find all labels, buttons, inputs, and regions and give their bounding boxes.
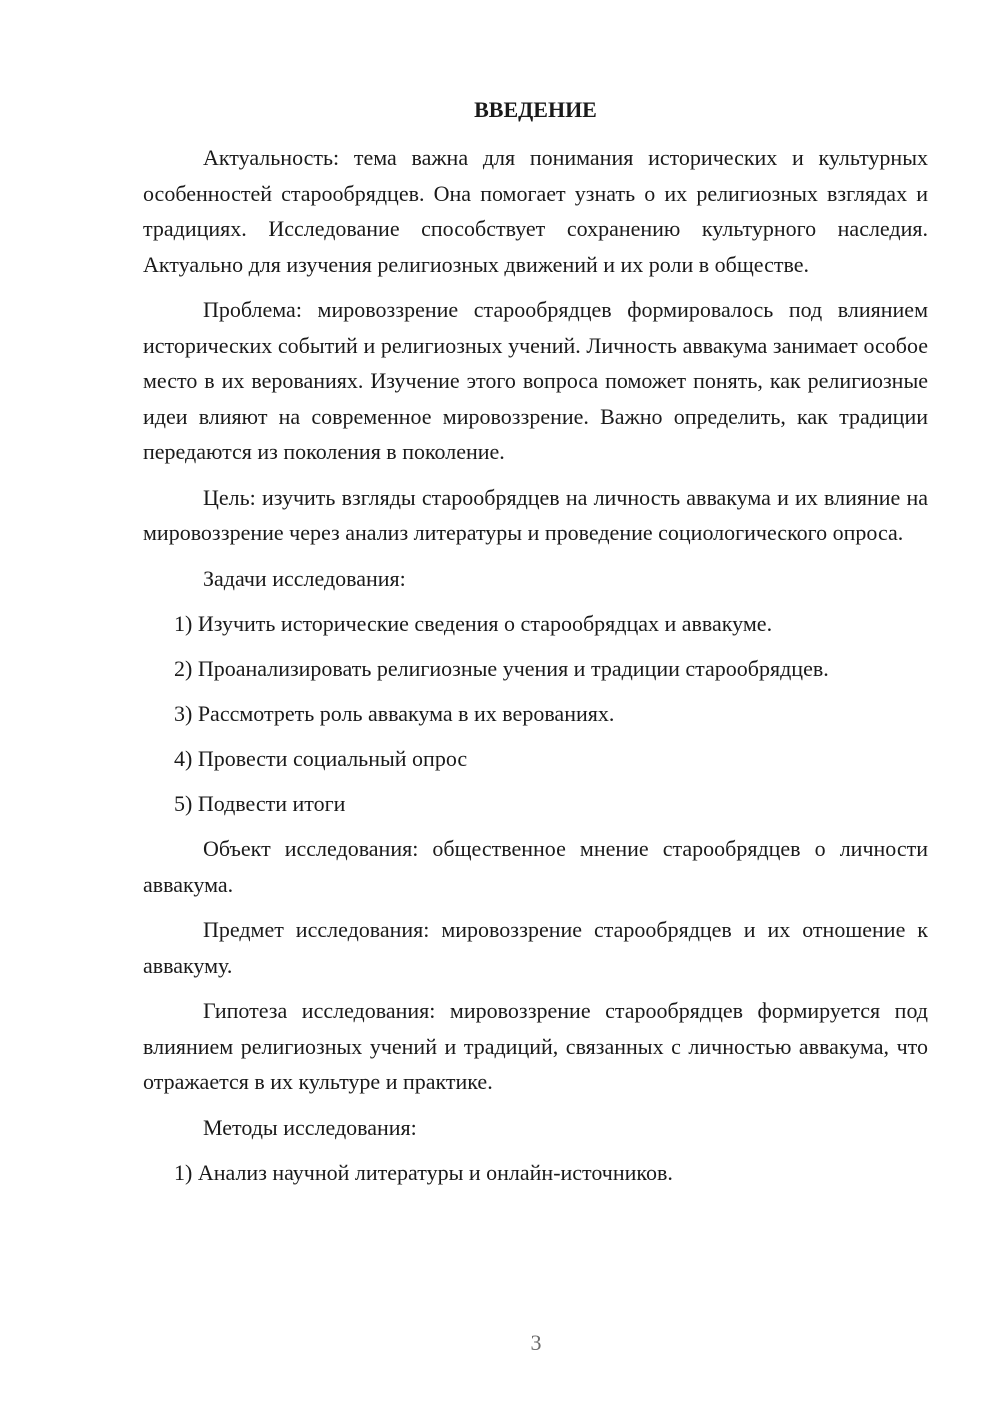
section-heading: ВВЕДЕНИЕ [474, 97, 597, 122]
task-item: 2) Проанализировать религиозные учения и традиции старообрядцев. [174, 656, 829, 681]
tasks-title: Задачи исследования: [203, 565, 406, 591]
hypothesis-paragraph: Гипотеза исследования: мировоззрение старообрядцев формируется под влиянием религиозных учений и традиций, связанных с личностью аввакума, что отражается в их культуре и практике. [143, 998, 928, 1094]
task-item: 4) Провести социальный опрос [174, 746, 468, 771]
document-page [143, 92, 928, 1200]
method-item: 1) Анализ научной литературы и онлайн-источников. [174, 1160, 673, 1185]
subject-paragraph: Предмет исследования: мировоззрение старообрядцев и их отношение к аввакуму. [143, 917, 928, 978]
goal-paragraph: Цель: изучить взгляды старообрядцев на личность аввакума и их влияние на мировоззрение через анализ литературы и проведение социологического опроса. [143, 484, 928, 545]
relevance-paragraph: Актуальность: тема важна для понимания исторических и культурных особенностей старообрядцев. Она помогает узнать о их религиозных взглядах и традициях. Исследование способствует сохранению культурного наследия. Актуально для изучения религиозных движений и их роли в обществе. [143, 145, 928, 277]
problem-paragraph: Проблема: мировоззрение старообрядцев формировалось под влиянием исторических событий и религиозных учений. Личность аввакума занимает особое место в их верованиях. Изучение этого вопроса поможет понять, как религиозные идеи влияют на современное мировоззрение. Важно определить, как традиции передаются из поколения в поколение. [143, 297, 928, 464]
task-item: 1) Изучить исторические сведения о старообрядцах и аввакуме. [174, 611, 773, 636]
page-number: 3 [530, 1330, 542, 1355]
task-item: 3) Рассмотреть роль аввакума в их верованиях. [174, 701, 615, 726]
task-item: 5) Подвести итоги [174, 791, 346, 816]
object-paragraph: Объект исследования: общественное мнение старообрядцев о личности аввакума. [143, 836, 928, 897]
methods-title: Методы исследования: [203, 1114, 417, 1140]
